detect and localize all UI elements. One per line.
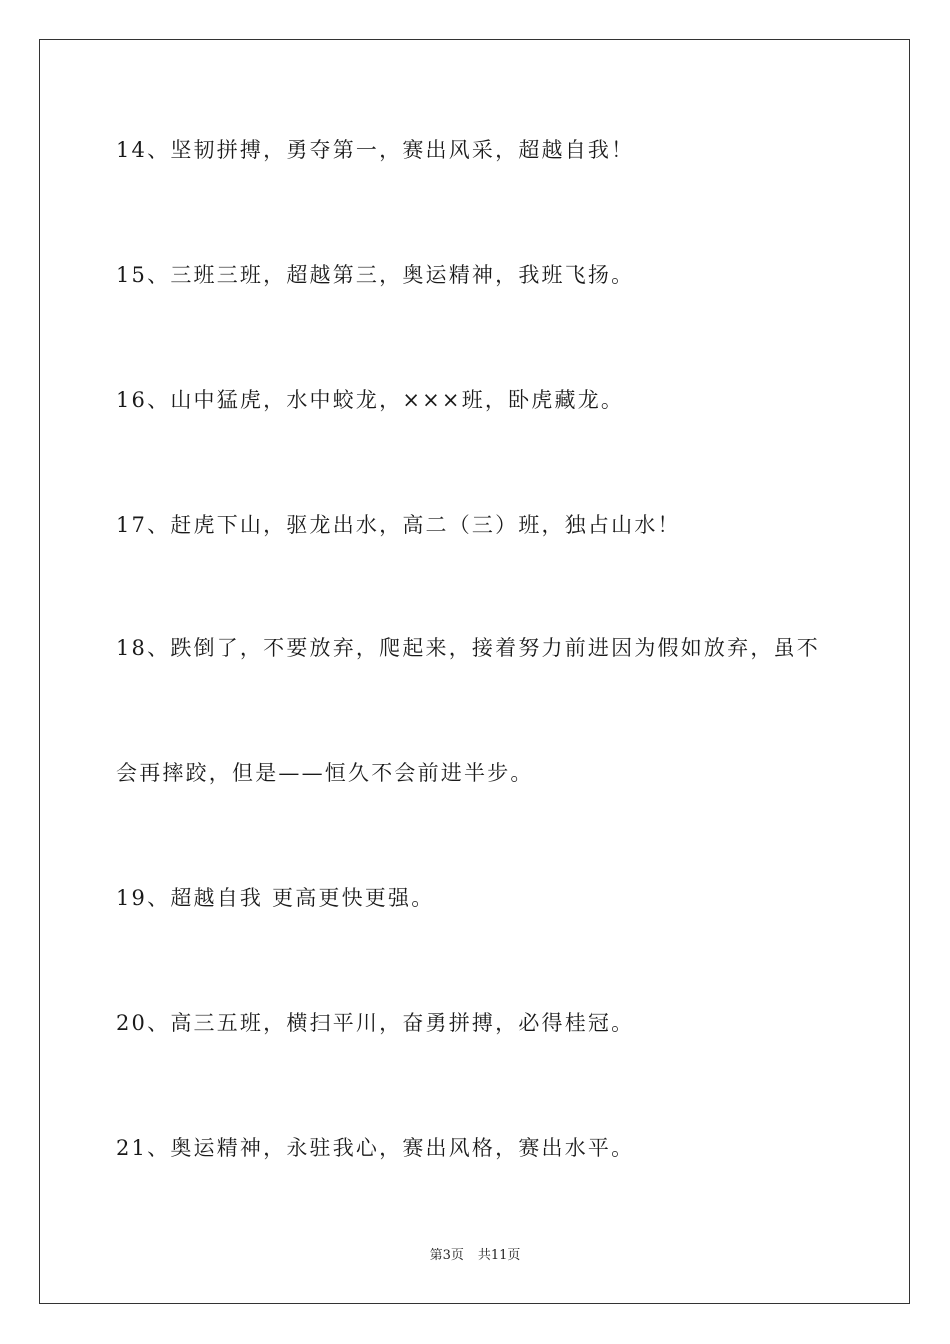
text-line-16: 16、山中猛虎，水中蛟龙，×××班，卧虎藏龙。 (116, 388, 625, 412)
page-footer (0, 1248, 950, 1264)
text-line-17: 17、赶虎下山，驱龙出水，高二（三）班，独占山水！ (116, 513, 681, 537)
text-line-14: 14、坚韧拼搏，勇夺第一，赛出风采，超越自我！ (116, 138, 635, 162)
page-frame (39, 39, 910, 1304)
text-line-18a: 18、跌倒了，不要放弃，爬起来，接着努力前进因为假如放弃，虽不 (116, 636, 820, 660)
text-line-19: 19、超越自我 更高更快更强。 (116, 886, 435, 910)
text-line-15: 15、三班三班，超越第三，奥运精神，我班飞扬。 (116, 263, 635, 287)
text-line-20: 20、高三五班，横扫平川，奋勇拼搏，必得桂冠。 (116, 1011, 635, 1035)
total-pages: 共11页 (477, 1248, 521, 1263)
page-number: 第3页 (429, 1248, 464, 1263)
text-line-18b: 会再摔跤，但是——恒久不会前进半步。 (116, 761, 534, 785)
text-line-21: 21、奥运精神，永驻我心，赛出风格，赛出水平。 (116, 1136, 635, 1160)
